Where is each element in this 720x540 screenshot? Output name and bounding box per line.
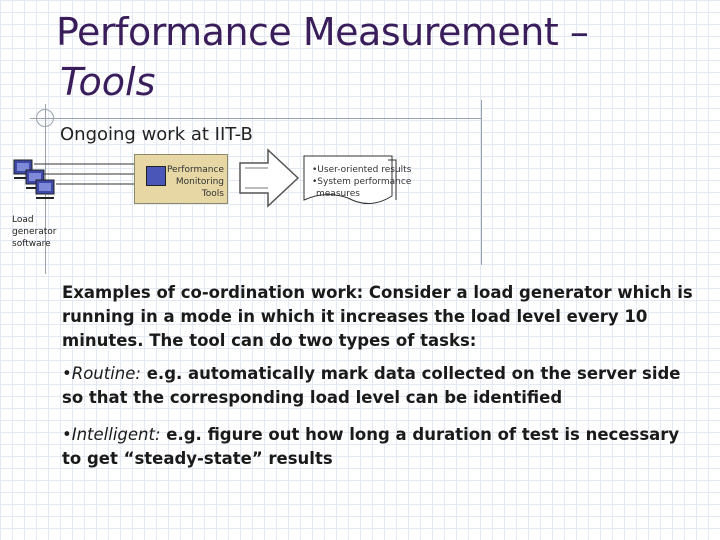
- routine-text: e.g. automatically mark data collected on the server side so that the corresponding load level can be identified: [62, 364, 681, 407]
- tool-label-line: Tools: [201, 189, 224, 199]
- bullet: •: [62, 425, 72, 444]
- routine-term: Routine:: [71, 364, 141, 383]
- intelligent-paragraph: [62, 423, 702, 471]
- load-label-line: software: [12, 239, 51, 249]
- tool-label-line: Performance: [166, 165, 224, 175]
- load-generator-label: [12, 214, 72, 250]
- bullet: •: [62, 364, 72, 383]
- results-line: •User-oriented results: [312, 165, 412, 175]
- slide-title-tools: Tools: [60, 60, 156, 104]
- routine-paragraph: [62, 362, 702, 410]
- load-label-line: generator: [12, 227, 57, 237]
- monitoring-tools-label: [160, 164, 224, 200]
- slide-title: Performance Measurement –: [56, 10, 589, 54]
- results-line: •System performance: [312, 177, 412, 187]
- coordination-paragraph: Examples of co-ordination work: Consider a load generator which is running in a mode in which it increases the load level every 10 minutes. The tool can do two types of tasks:: [62, 283, 693, 350]
- intelligent-text: e.g. figure out how long a duration of test is necessary to get “steady-state” results: [62, 425, 680, 468]
- intelligent-term: Intelligent:: [71, 425, 161, 444]
- tool-label-line: Monitoring: [175, 177, 224, 187]
- results-document-text: [312, 164, 422, 200]
- computer-icon: [36, 180, 54, 198]
- section-heading: Ongoing work at IIT-B: [60, 124, 253, 145]
- arrow-icon: [240, 150, 298, 206]
- load-label-line: Load: [12, 215, 34, 225]
- results-line: measures: [316, 189, 360, 199]
